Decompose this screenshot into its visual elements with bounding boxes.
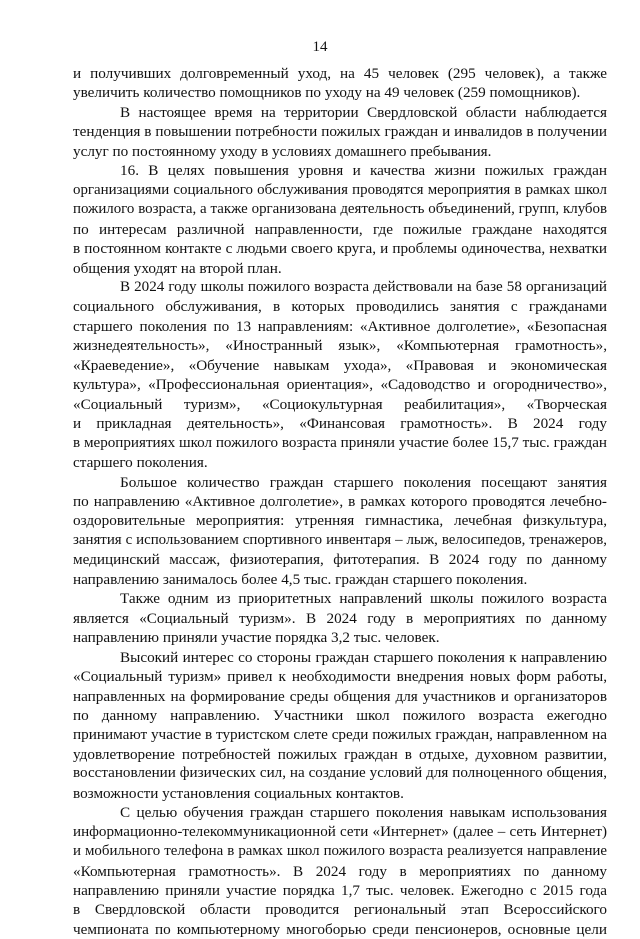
text-line: в Свердловской области проводится региональный этап Всероссийского: [73, 901, 607, 919]
text-line: жизнедеятельность», «Иностранный язык», «Компьютерная грамотность»,: [73, 337, 607, 355]
text-line: в постоянном контакте с людьми своего круга, и проблемы одиночества, нехватки: [73, 240, 607, 258]
text-line: В 2024 году школы пожилого возраста действовали на базе 58 организаций: [120, 278, 607, 295]
text-line: восстановлении физических сил, на создание условий для полноценного общения,: [73, 765, 607, 782]
paragraph: [73, 648, 607, 804]
paragraph: [73, 64, 607, 103]
text-line: и мобильного телефона в рамках школ пожилого возраста реализуется направление: [73, 843, 607, 860]
text-line: «Социальный туризм», «Социокультурная реабилитация», «Творческая: [73, 395, 607, 413]
paragraph: [73, 589, 607, 647]
text-line: общения уходят на второй план.: [73, 259, 282, 277]
text-line: информационно-телекоммуникационной сети «Интернет» (далее – сеть Интернет): [73, 823, 607, 840]
paragraph: [73, 161, 607, 278]
text-line: социального обслуживания, в которых проводились занятия с гражданами: [73, 298, 607, 316]
text-line: увеличить количество помощников по уходу на 49 человек (259 помощников).: [73, 84, 581, 102]
text-line: и получивших долговременный уход, на 45 человек (295 человек), а также: [73, 65, 607, 82]
text-line: С целью обучения граждан старшего поколения навыкам использования: [120, 804, 607, 822]
text-line: по данному направлению. Участники школ пожилого возраста ежегодно: [73, 706, 607, 724]
text-line: «Социальный туризм» привел к необходимости внедрения новых форм работы,: [73, 668, 607, 686]
text-line: старшего поколения по 13 направлениям: «Активное долголетие», «Безопасная: [73, 317, 607, 335]
text-line: медицинский массаж, физиотерапия, фитотерапия. В 2024 году по данному: [73, 551, 607, 569]
text-line: организациями социального обслуживания проводятся мероприятия в рамках школ: [73, 181, 607, 198]
text-line: тенденция в повышении потребности пожилых граждан и инвалидов в получении: [73, 123, 607, 141]
text-line: и прикладная деятельность», «Финансовая грамотность». В 2024 году: [73, 415, 607, 433]
text-line: удовлетворение потребностей пожилых граждан в отдыхе, духовном развитии,: [73, 745, 607, 763]
text-line: оздоровительные мероприятия: утренняя гимнастика, лечебная физкультура,: [73, 512, 607, 530]
text-line: старшего поколения.: [73, 454, 208, 472]
text-line: направлению приняли участие порядка 1,7 тыс. человек. Ежегодно с 2015 года: [73, 882, 607, 900]
text-line: по интересам различной направленности, где пожилые граждане находятся: [73, 220, 607, 238]
text-line: «Компьютерная грамотность». В 2024 году в мероприятиях по данному: [73, 862, 607, 880]
text-line: направленных на формирование среды общения для участников и организаторов: [73, 687, 607, 705]
text-line: чемпионата по компьютерному многоборью среди пенсионеров, основные цели: [73, 920, 607, 938]
text-line: Также одним из приоритетных направлений школы пожилого возраста: [120, 590, 607, 608]
text-line: пожилого возраста, а также организована деятельность объединений, групп, клубов: [73, 201, 607, 218]
paragraph: [73, 473, 607, 590]
paragraph: [73, 278, 607, 473]
paragraph: [73, 103, 607, 161]
text-line: «Краеведение», «Обучение навыкам ухода», «Правовая и экономическая: [73, 356, 607, 374]
paragraph: [73, 803, 607, 939]
text-line: возможности установления социальных контактов.: [73, 784, 404, 802]
text-line: услуг по постоянному уходу в условиях домашнего пребывания.: [73, 142, 492, 160]
text-line: принимают участие в туристском слете среди пожилых граждан, направленном на: [73, 726, 607, 744]
text-line: Большое количество граждан старшего поколения посещают занятия: [120, 473, 607, 491]
text-line: культура», «Профессиональная ориентация», «Садоводство и огородничество»,: [73, 376, 607, 394]
page-number: 14: [312, 39, 328, 55]
text-line: занятия с использованием спортивного инвентаря – лыж, велосипедов, тренажеров,: [73, 531, 607, 548]
text-line: по направлению «Активное долголетие», в рамках которого проводятся лечебно-: [73, 492, 607, 510]
text-line: Высокий интерес со стороны граждан старшего поколения к направлению: [120, 648, 607, 666]
document-body: [73, 64, 607, 939]
text-line: в мероприятиях школ пожилого возраста приняли участие более 15,7 тыс. граждан: [73, 434, 607, 451]
text-line: направлению приняли участие порядка 3,2 тыс. человек.: [73, 629, 440, 647]
text-line: направлению занималось более 4,5 тыс. граждан старшего поколения.: [73, 570, 528, 588]
text-line: 16. В целях повышения уровня и качества жизни пожилых граждан: [120, 162, 607, 180]
text-line: В настоящее время на территории Свердловской области наблюдается: [120, 103, 607, 121]
text-line: является «Социальный туризм». В 2024 году в мероприятиях по данному: [73, 609, 607, 627]
